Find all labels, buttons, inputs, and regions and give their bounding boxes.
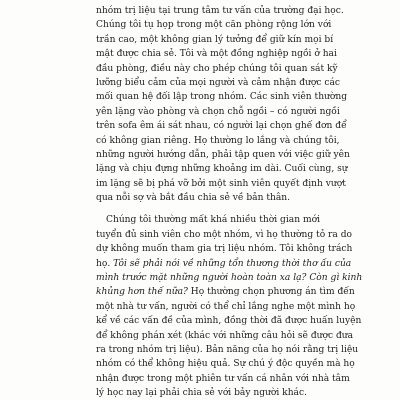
text-line: có không gian riêng. Họ thường lo lắng và chúng tôi, — [96, 135, 340, 146]
text-line: yên lặng vào phòng và chọn chỗ ngồi – có người ngồi — [96, 106, 340, 117]
text-line: dự không muốn tham gia trị liệu nhóm. Tôi không trách — [96, 244, 353, 255]
text-line: Chúng tôi thường mất khá nhiều thời gian mới — [106, 215, 320, 226]
body-text — [96, 4, 363, 401]
text-line: mật được chia sẻ. Tôi và một đồng nghiệp ngồi ở hai — [96, 49, 337, 60]
text-line: lưỡng biểu cảm của mọi người và cảm nhận được các — [96, 77, 340, 88]
text-line: những người hướng dẫn, phải tập quen với việc giữ yên — [96, 149, 350, 160]
text-line: nhận được trong một phiên tư vấn cá nhân với nhà tâm — [96, 373, 350, 384]
text-line: trần cao, một không gian lý tưởng để giữ kín mọi bí — [96, 34, 334, 45]
text-line: lý học nay lại phải chia sẻ với bảy người khác. — [96, 388, 307, 399]
text-line: họ. Tôi sẽ phải nói về những tổn thương thời thơ ấu của — [96, 258, 352, 269]
text-line: nhóm trị liệu tại trung tâm tư vấn của trường đại học. — [96, 6, 344, 16]
text-line: qua nỗi sợ và bắt đầu chia sẻ về bản thân. — [96, 193, 291, 204]
text-line: im lặng sẽ bị phá vỡ bởi một sinh viên quyết định vượt — [96, 178, 346, 189]
text-line: ra trong nhóm trị liệu). Bản năng của họ nói rằng trị liệu — [96, 344, 359, 355]
text-line: đầu phòng, điều này cho phép chúng tôi quan sát kỹ — [96, 63, 338, 74]
text-line: Chúng tôi tụ họp trong một căn phòng rộng lớn với — [96, 20, 332, 31]
text-line: tuyển đủ sinh viên cho một nhóm, vì họ thường tỏ ra do — [96, 229, 353, 240]
text-line: một nhà tư vấn, người có thể chỉ lắng nghe một mình họ — [96, 301, 356, 312]
text-line: lặng và chịu đựng những khoảng im dài. Cuối cùng, sự — [96, 164, 348, 175]
text-line: nhóm có thể không hiệu quả. Sự chú ý độc quyền mà họ — [96, 359, 355, 370]
text-line: để không phán xét (khác với những câu hỏi sẽ được đưa — [96, 330, 354, 341]
text-line: mối quan hệ đối lập trong nhóm. Các sinh viên thường — [96, 92, 348, 103]
paragraph — [96, 4, 350, 205]
text-line: khủng hơn thế nữa? Họ thường chọn phương án tìm đến — [96, 287, 355, 298]
paragraph — [96, 213, 363, 400]
paragraph-gap — [96, 205, 320, 213]
text-line: mình trước mặt những người hoàn toàn xa lạ? Còn gì kinh — [96, 273, 363, 284]
text-line: kể về các vấn đề của mình, đồng thời đã được huấn luyện — [96, 316, 362, 327]
text-line: trên sofa êm ái sát nhau, có người lại chọn ghế đơn để — [96, 121, 347, 132]
